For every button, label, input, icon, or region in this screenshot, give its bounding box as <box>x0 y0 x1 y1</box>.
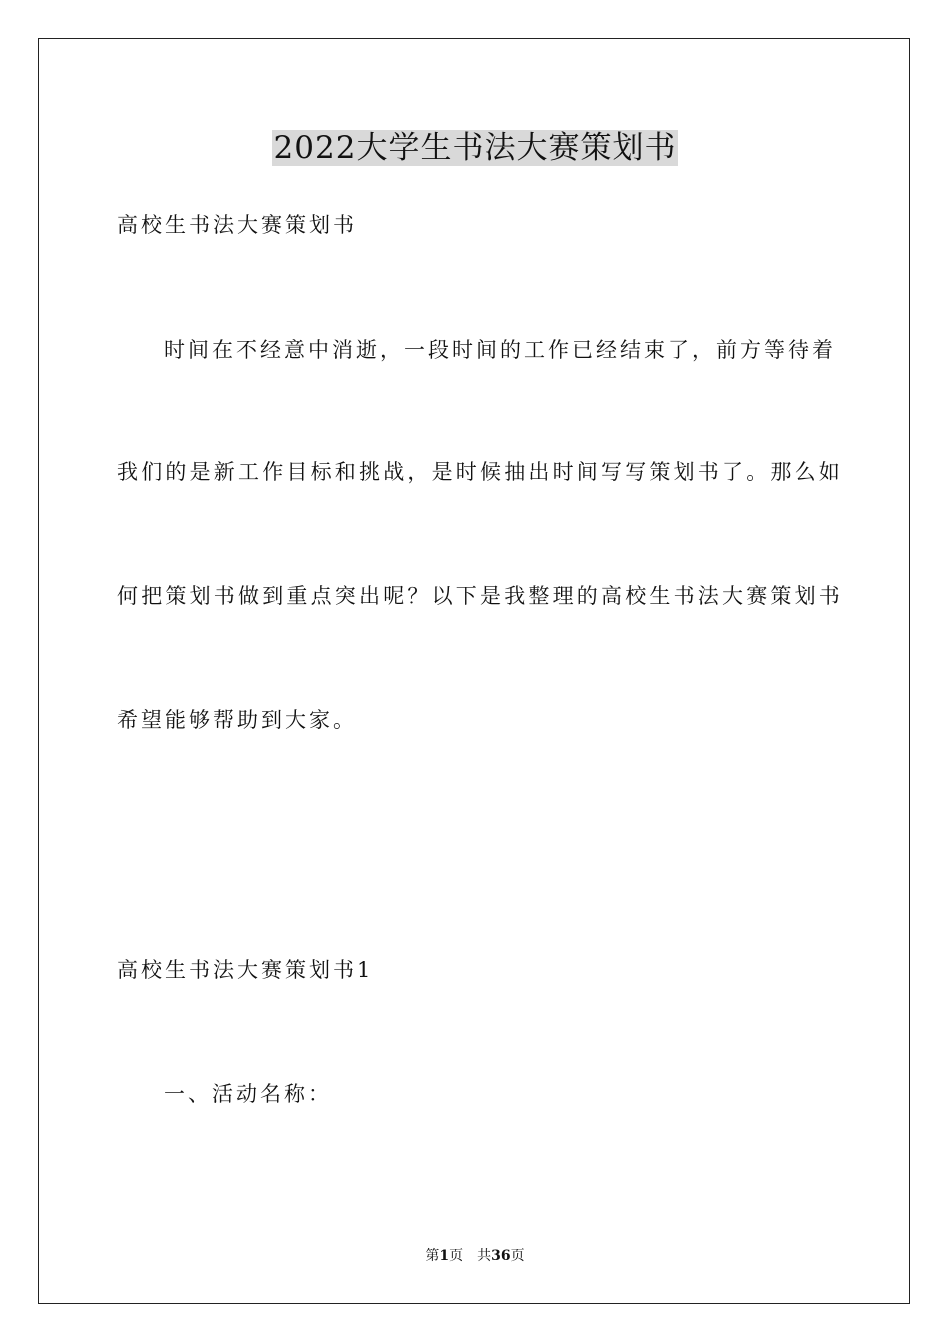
document-subtitle: 高校生书法大赛策划书 <box>117 213 357 237</box>
footer-total-pages: 36 <box>491 1248 511 1264</box>
footer-total-suffix: 页 <box>510 1248 525 1264</box>
paragraph-line-1: 时间在不经意中消逝，一段时间的工作已经结束了，前方等待着 <box>164 338 836 362</box>
paragraph-line-4: 希望能够帮助到大家。 <box>117 708 357 732</box>
paragraph-line-2: 我们的是新工作目标和挑战，是时候抽出时间写写策划书了。那么如 <box>117 460 843 484</box>
document-title-text: 2022大学生书法大赛策划书 <box>273 130 677 166</box>
footer-page-suffix: 页 <box>449 1248 464 1264</box>
section-heading: 高校生书法大赛策划书1 <box>117 958 374 982</box>
footer-page-number: 1 <box>439 1248 450 1264</box>
footer-total-prefix: 共 <box>477 1248 492 1264</box>
document-title <box>0 126 950 170</box>
paragraph-line-3: 何把策划书做到重点突出呢？以下是我整理的高校生书法大赛策划书 <box>117 584 843 608</box>
page-footer <box>0 1246 950 1266</box>
item-heading: 一、活动名称： <box>164 1082 332 1106</box>
footer-page-prefix: 第 <box>425 1248 440 1264</box>
